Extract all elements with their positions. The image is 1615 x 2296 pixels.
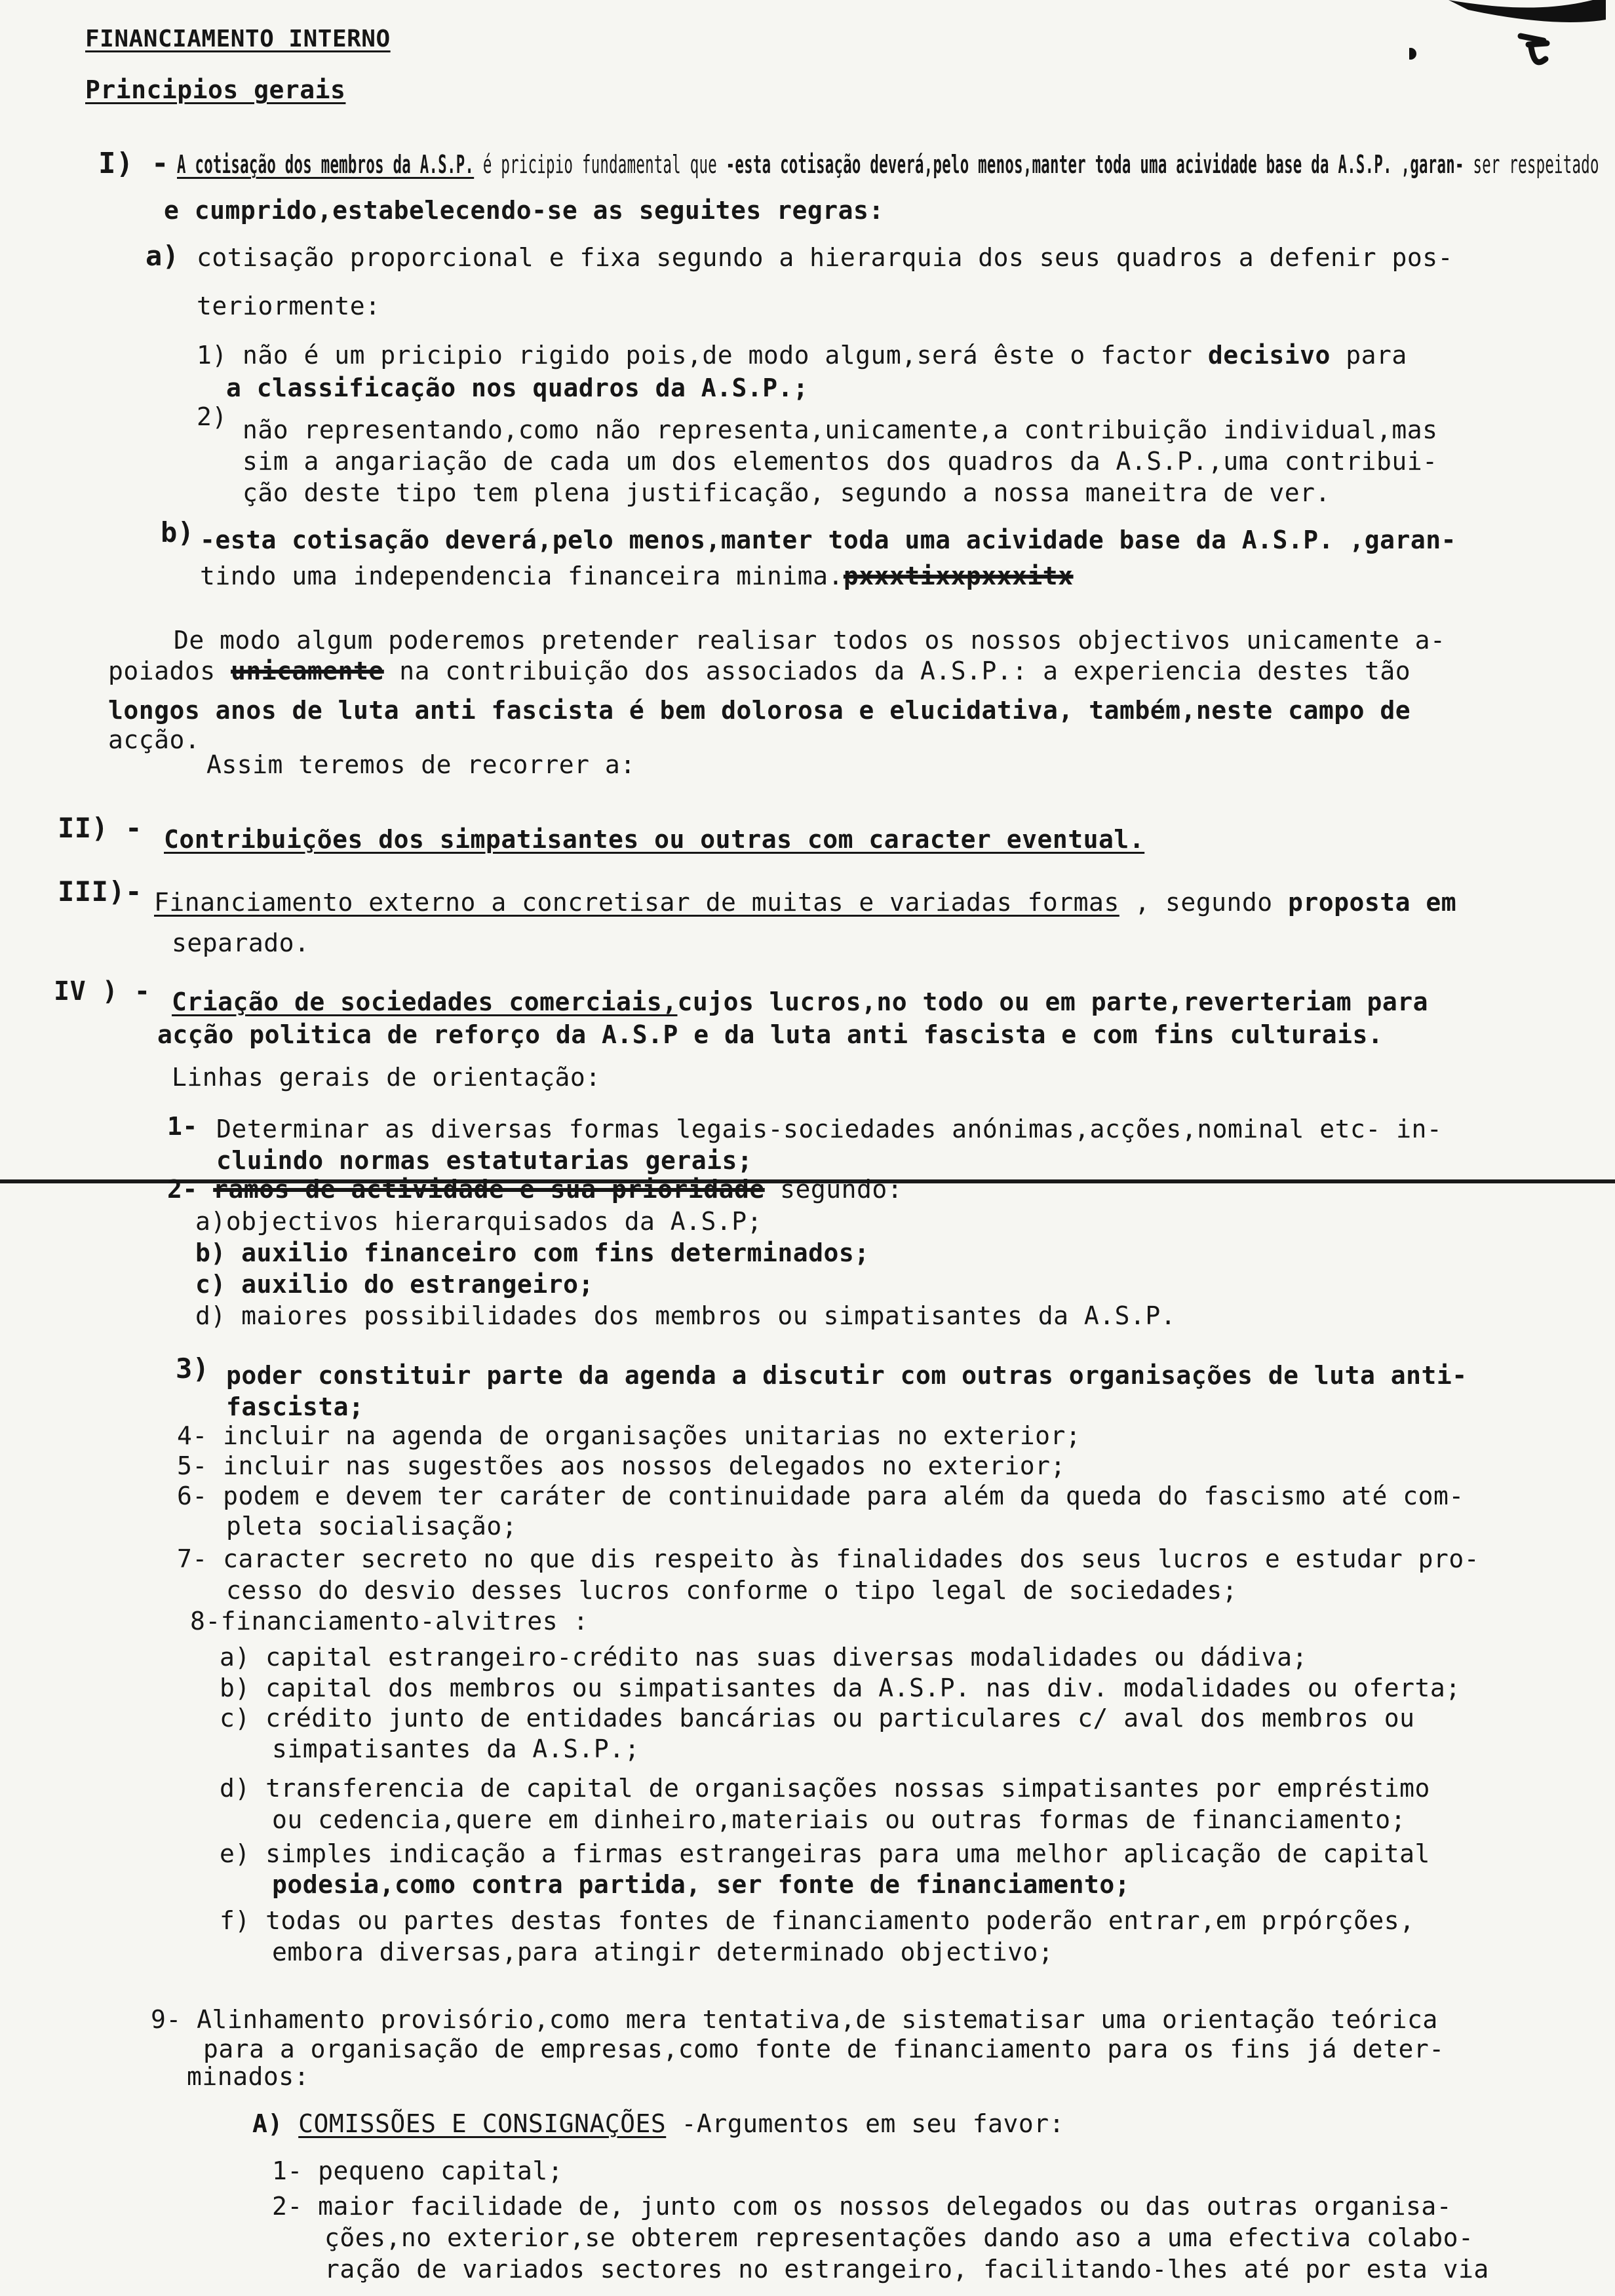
section-1-line-2: e cumprido,estabelecendo-se as seguites regras: <box>164 196 884 225</box>
section-4-number: IV ) - <box>54 976 151 1006</box>
subitem-2-line-2: sim a angariação de cada um dos elementos dos quadros da A.S.P.,uma contribui- <box>243 447 1438 476</box>
doc-subtitle: Principios gerais <box>85 75 346 104</box>
subitem-1-bold: decisivo <box>1207 341 1331 370</box>
iv-item-7-line-2: cesso do desvio desses lucros conforme o tipo legal de sociedades; <box>226 1576 1237 1605</box>
doc-title: FINANCIAMENTO INTERNO <box>85 26 391 52</box>
subitem-2-line-1: não representando,como não representa,unicamente,a contribuição individual,mas <box>243 415 1438 444</box>
iv-item-8-e-line-1: e) simples indicação a firmas estrangeiras para uma melhor aplicação de capital <box>220 1839 1430 1868</box>
iv-item-A-2-line-1: 2- maior facilidade de, junto com os nossos delegados ou das outras organisa- <box>272 2192 1452 2221</box>
item-b-text: tindo uma independencia financeira minima. <box>200 562 844 590</box>
section-4-line-1 <box>172 989 1428 1014</box>
iv-item-9-line-1: 9- Alinhamento provisório,como mera tentativa,de sistematisar uma orientação teórica <box>151 2005 1438 2034</box>
iv-item-A-heading: COMISSÕES E CONSIGNAÇÕES <box>298 2109 667 2138</box>
section-1-bold: -esta cotisação deverá,pelo menos,manter toda uma acividade base da A.S.P. ,garan- <box>726 150 1464 179</box>
iv-item-A-text: -Argumentos em seu favor: <box>666 2109 1065 2138</box>
iv-item-2-line <box>167 1177 903 1202</box>
iv-item-8-b: b) capital dos membros ou simpatisantes da A.S.P. nas div. modalidades ou oferta; <box>220 1674 1461 1702</box>
iv-item-7-line-1: 7- caracter secreto no que dis respeito às finalidades dos seus lucros e estudar pro- <box>177 1544 1480 1573</box>
iv-item-2-b: b) auxilio financeiro com fins determinados; <box>195 1238 870 1267</box>
item-a-label: a) <box>146 240 180 272</box>
iv-item-A-2-line-2: ções,no exterior,se obterem representações dando aso a uma efectiva colabo- <box>324 2223 1474 2252</box>
iv-item-8-c-line-2: simpatisantes da A.S.P.; <box>272 1734 640 1763</box>
iv-item-A-1: 1- pequeno capital; <box>272 2156 564 2185</box>
section-4-heading: Criação de sociedades comerciais, <box>172 987 678 1016</box>
para-line-5: Assim teremos de recorrer a: <box>206 750 636 779</box>
iv-item-1-label: 1- <box>167 1112 198 1141</box>
para-text-b: na contribuição dos associados da A.S.P.: a experiencia destes tão <box>383 657 1411 685</box>
iv-item-8-c-line-1: c) crédito junto de entidades bancárias ou particulares c/ aval dos membros ou <box>220 1704 1415 1732</box>
iv-item-8-e-line-2: podesia,como contra partida, ser fonte de financiamento; <box>272 1870 1131 1899</box>
subitem-2-line-3: ção deste tipo tem plena justificação, segundo a nossa maneitra de ver. <box>243 478 1331 507</box>
item-b-struck-text: pxxxtixxpxxxitx <box>843 562 1074 590</box>
section-3-line-2: separado. <box>172 928 310 957</box>
iv-item-A-2-line-3: ração de variados sectores no estrangeiro, facilitando-lhes até por esta via <box>324 2255 1489 2284</box>
section-1-number: I) - <box>98 147 169 180</box>
section-1-text-a: é pricipio fundamental que <box>474 150 726 179</box>
item-b-label: b) <box>161 516 195 548</box>
item-a-line-1: cotisação proporcional e fixa segundo a hierarquia dos seus quadros a defenir pos- <box>197 243 1453 272</box>
iv-item-9-line-2: para a organisação de empresas,como fonte de financiamento para os fins já deter- <box>203 2035 1445 2063</box>
iv-item-5: 5- incluir nas sugestões aos nossos delegados no exterior; <box>177 1451 1066 1480</box>
iv-item-3-line-1: poder constituir parte da agenda a discutir com outras organisações de luta anti- <box>226 1361 1468 1390</box>
para-line-3: longos anos de luta anti fascista é bem dolorosa e elucidativa, também,neste campo de <box>108 696 1411 725</box>
section-3-line-1 <box>154 890 1456 915</box>
subitem-2-label: 2) <box>197 402 227 431</box>
item-b-line-2 <box>200 564 1074 588</box>
section-2-text: Contribuições dos simpatisantes ou outras com caracter eventual. <box>164 825 1145 854</box>
section-3-number: III)- <box>58 875 142 908</box>
section-4-line-2: acção politica de reforço da A.S.P e da luta anti fascista e com fins culturais. <box>157 1020 1384 1049</box>
section-4-line-3: Linhas gerais de orientação: <box>172 1063 601 1092</box>
iv-item-8-f-line-2: embora diversas,para atingir determinado objectivo; <box>272 1938 1054 1966</box>
para-line-2 <box>108 659 1411 683</box>
iv-item-8-d-line-1: d) transferencia de capital de organisações nossas simpatisantes por empréstimo <box>220 1774 1430 1803</box>
subitem-1-line-2: a classificação nos quadros da A.S.P.; <box>226 373 809 402</box>
iv-item-9-line-3: minados: <box>187 2062 310 2091</box>
iv-item-A-label: A) <box>252 2109 283 2138</box>
iv-item-8-a: a) capital estrangeiro-crédito nas suas diversas modalidades ou dádiva; <box>220 1643 1308 1672</box>
section-1-heading: A cotisação dos membros da A.S.P. <box>177 150 475 179</box>
item-a-line-2: teriormente: <box>197 292 381 320</box>
iv-item-3-line-2: fascista; <box>226 1392 364 1421</box>
para-line-1: De modo algum poderemos pretender realisar todos os nossos objectivos unicamente a- <box>174 626 1446 655</box>
subitem-1-text-b: para <box>1330 341 1407 370</box>
section-3-bold: proposta em <box>1287 888 1457 917</box>
para-struck-text: unicamente <box>231 657 384 685</box>
section-3-heading: Financiamento externo a concretisar de muitas e variadas formas <box>154 888 1119 917</box>
iv-item-2-label: 2- <box>167 1175 198 1204</box>
iv-item-6-line-2: pleta socialisação; <box>226 1512 518 1540</box>
iv-item-A-line <box>252 2111 1064 2136</box>
iv-item-2-struck-text: ramos de actividade e sua prioridade <box>213 1175 765 1204</box>
iv-item-3-label: 3) <box>176 1352 210 1385</box>
subitem-1-label: 1) <box>197 341 227 370</box>
item-b-line-1: -esta cotisação deverá,pelo menos,manter toda uma acividade base da A.S.P. ,garan- <box>200 526 1456 554</box>
iv-item-4: 4- incluir na agenda de organisações unitarias no exterior; <box>177 1421 1081 1450</box>
para-line-4: acção. <box>108 725 201 754</box>
iv-item-6-line-1: 6- podem e devem ter caráter de continuidade para além da queda do fascismo até com- <box>177 1482 1464 1510</box>
ink-blot-mark <box>1409 0 1606 85</box>
iv-item-2-tail: segundo: <box>764 1175 903 1204</box>
section-4-text: cujos lucros,no todo ou em parte,reverteriam para <box>677 987 1429 1016</box>
iv-item-2-c: c) auxilio do estrangeiro; <box>195 1270 594 1299</box>
iv-item-2-d: d) maiores possibilidades dos membros ou simpatisantes da A.S.P. <box>195 1301 1177 1330</box>
iv-item-8-f-line-1: f) todas ou partes destas fontes de financiamento poderão entrar,em prpórções, <box>220 1906 1415 1935</box>
section-1-line-1 <box>177 152 1599 177</box>
section-3-text: , segundo <box>1119 888 1288 917</box>
section-2-number: II) - <box>58 812 142 844</box>
iv-item-2-a: a)objectivos hierarquisados da A.S.P; <box>195 1207 762 1236</box>
para-text-a: poiados <box>108 657 231 685</box>
iv-item-8-d-line-2: ou cedencia,quere em dinheiro,materiais ou outras formas de financiamento; <box>272 1805 1406 1834</box>
section-1-text-b: ser respeitado <box>1464 150 1599 179</box>
iv-item-8: 8-financiamento-alvitres : <box>190 1607 589 1636</box>
subitem-1-line-1 <box>243 343 1407 368</box>
iv-item-1-line-2: cluindo normas estatutarias gerais; <box>216 1146 753 1175</box>
iv-item-1-line-1: Determinar as diversas formas legais-sociedades anónimas,acções,nominal etc- in- <box>216 1115 1443 1143</box>
subitem-1-text-a: não é um pricipio rigido pois,de modo algum,será êste o factor <box>243 341 1208 370</box>
